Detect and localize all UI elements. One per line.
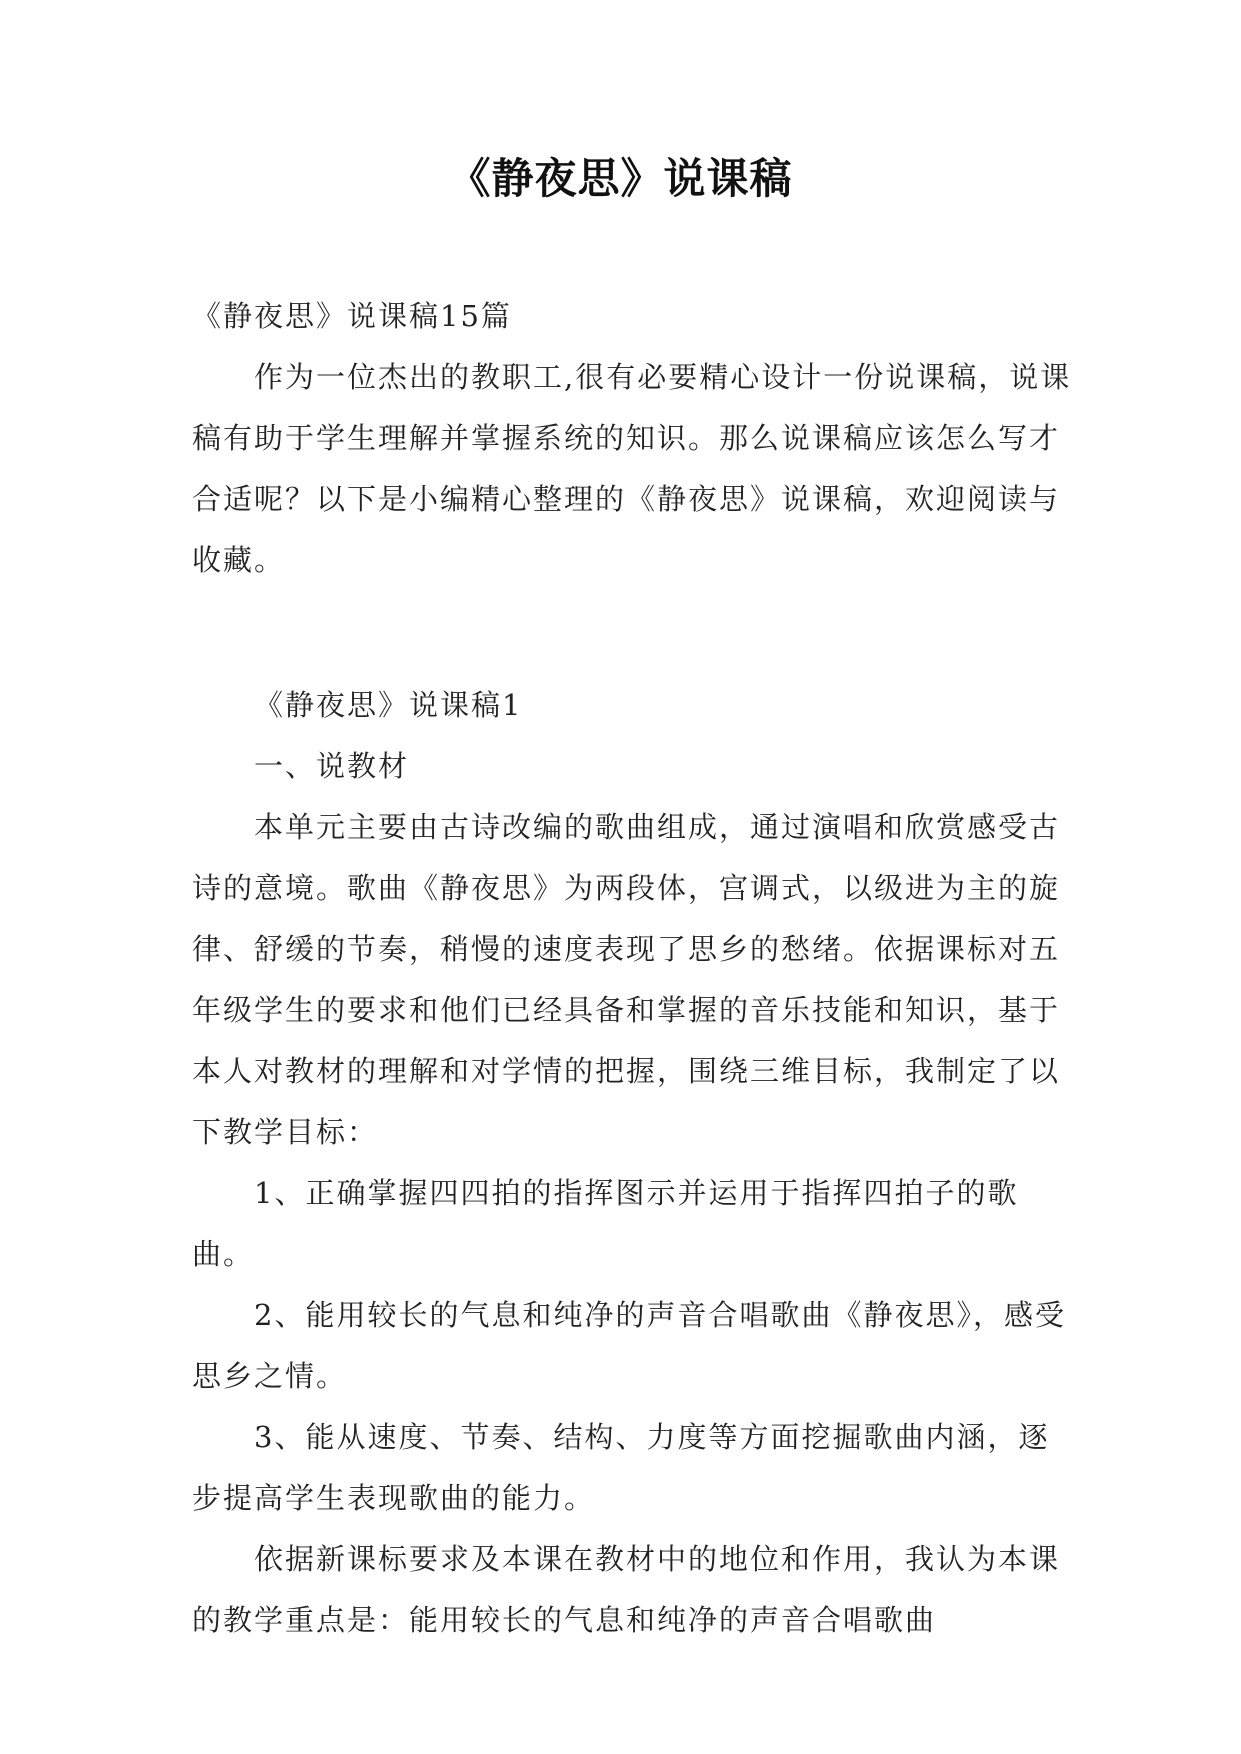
- section-title: 《静夜思》说课稿1: [254, 688, 523, 722]
- document-subtitle: 《静夜思》说课稿15篇: [192, 299, 512, 333]
- document-body: [192, 286, 1072, 1651]
- goal-item-2: 2、能用较长的气息和纯净的声音合唱歌曲《静夜思》，感受思乡之情。: [192, 1298, 1066, 1393]
- key-points-paragraph: 依据新课标要求及本课在教材中的地位和作用，我认为本课的教学重点是：能用较长的气息和纯净的声音合唱歌曲: [192, 1542, 1061, 1637]
- material-paragraph: 本单元主要由古诗改编的歌曲组成，通过演唱和欣赏感受古诗的意境。歌曲《静夜思》为两段体，宫调式，以级进为主的旋律、舒缓的节奏，稍慢的速度表现了思乡的愁绪。依据课标对五年级学生的要求和他们已经具备和掌握的音乐技能和知识，基于本人对教材的理解和对学情的把握，围绕三维目标，我制定了以下教学目标：: [192, 810, 1061, 1149]
- goal-item-3: 3、能从速度、节奏、结构、力度等方面挖掘歌曲内涵，逐步提高学生表现歌曲的能力。: [192, 1420, 1050, 1515]
- document-title: 《静夜思》说课稿: [448, 154, 793, 203]
- section-spacer: [192, 591, 1072, 675]
- goal-item-1: 1、正确掌握四四拍的指挥图示并运用于指挥四拍子的歌曲。: [192, 1176, 1019, 1271]
- heading-teaching-material: 一、说教材: [254, 749, 410, 783]
- intro-paragraph: 作为一位杰出的教职工,很有必要精心设计一份说课稿，说课稿有助于学生理解并掌握系统的知识。那么说课稿应该怎么写才合适呢？以下是小编精心整理的《静夜思》说课稿，欢迎阅读与收藏。: [192, 360, 1072, 577]
